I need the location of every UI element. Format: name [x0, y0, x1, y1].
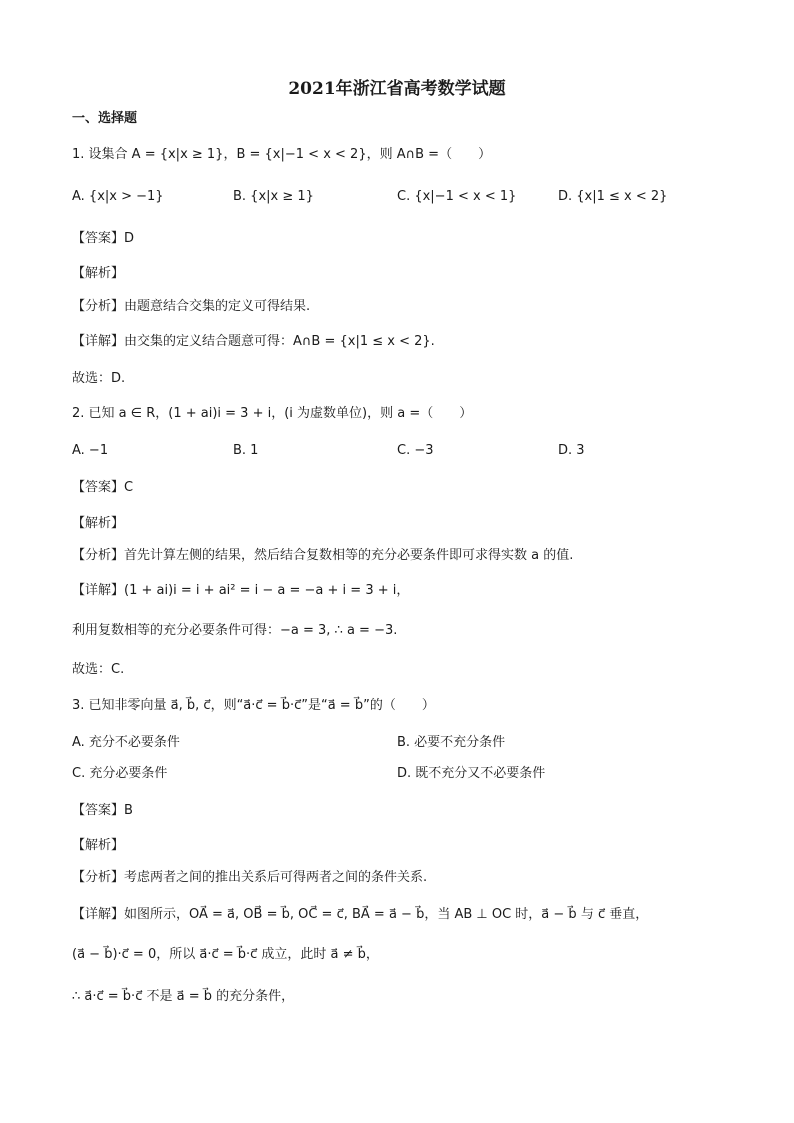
question-3-stem: 3. 已知非零向量 a⃗, b⃗, c⃗，则“a⃗·c⃗ = b⃗·c⃗”是“a⃗ = b⃗”的（ ）	[72, 698, 435, 713]
q2-xiangjie: 【详解】(1 + ai)i = i + ai² = i − a = −a + i = 3 + i，	[72, 583, 410, 598]
q3-conclusion-line: ∴ a⃗·c⃗ = b⃗·c⃗ 不是 a⃗ = b⃗ 的充分条件，	[72, 989, 295, 1004]
q2-option-c: C. −3	[397, 443, 434, 458]
q2-conclusion: 故选：C.	[72, 662, 125, 677]
q1-option-b: B. {x|x ≥ 1}	[233, 189, 314, 204]
q3-analysis-tag: 【解析】	[72, 838, 125, 853]
q2-option-b: B. 1	[233, 443, 259, 458]
question-1-stem: 1. 设集合 A = {x|x ≥ 1}，B = {x|−1 < x < 2}，则 A∩B =（ ）	[72, 147, 492, 162]
q2-derivation: 利用复数相等的充分必要条件可得：−a = 3, ∴ a = −3.	[72, 623, 398, 638]
q2-option-a: A. −1	[72, 443, 109, 458]
q1-option-d: D. {x|1 ≤ x < 2}	[558, 189, 668, 204]
page-title: 2021年浙江省高考数学试题	[288, 79, 506, 99]
q3-option-a: A. 充分不必要条件	[72, 735, 180, 750]
q1-answer: 【答案】D	[72, 231, 135, 246]
question-2-stem: 2. 已知 a ∈ R，(1 + ai)i = 3 + i，(i 为虚数单位)，则 a =（ ）	[72, 406, 473, 421]
q1-fenxi: 【分析】由题意结合交集的定义可得结果.	[72, 299, 311, 314]
q1-option-a: A. {x|x > −1}	[72, 189, 164, 204]
q2-analysis-tag: 【解析】	[72, 516, 125, 531]
q3-fenxi: 【分析】考虑两者之间的推出关系后可得两者之间的条件关系.	[72, 870, 428, 885]
q2-option-d: D. 3	[558, 443, 585, 458]
q3-xiangjie: 【详解】如图所示，OA⃗ = a⃗, OB⃗ = b⃗, OC⃗ = c⃗, BA⃗ = a⃗ − b⃗，当 AB ⊥ OC 时，a⃗ − b⃗ 与 c⃗ 垂直，	[72, 907, 649, 922]
q3-option-b: B. 必要不充分条件	[397, 735, 506, 750]
q1-option-c: C. {x|−1 < x < 1}	[397, 189, 517, 204]
q2-fenxi: 【分析】首先计算左侧的结果，然后结合复数相等的充分必要条件即可求得实数 a 的值.	[72, 548, 574, 563]
q3-derivation: (a⃗ − b⃗)·c⃗ = 0，所以 a⃗·c⃗ = b⃗·c⃗ 成立，此时 a⃗ ≠ b⃗，	[72, 947, 379, 962]
section-heading: 一、选择题	[72, 111, 138, 126]
q3-option-c: C. 充分必要条件	[72, 766, 168, 781]
q1-conclusion: 故选：D.	[72, 371, 126, 386]
q1-xiangjie: 【详解】由交集的定义结合题意可得：A∩B = {x|1 ≤ x < 2}.	[72, 334, 435, 349]
q3-option-d: D. 既不充分又不必要条件	[397, 766, 546, 781]
q1-analysis-tag: 【解析】	[72, 266, 125, 281]
q3-answer: 【答案】B	[72, 803, 133, 818]
q2-answer: 【答案】C	[72, 480, 134, 495]
